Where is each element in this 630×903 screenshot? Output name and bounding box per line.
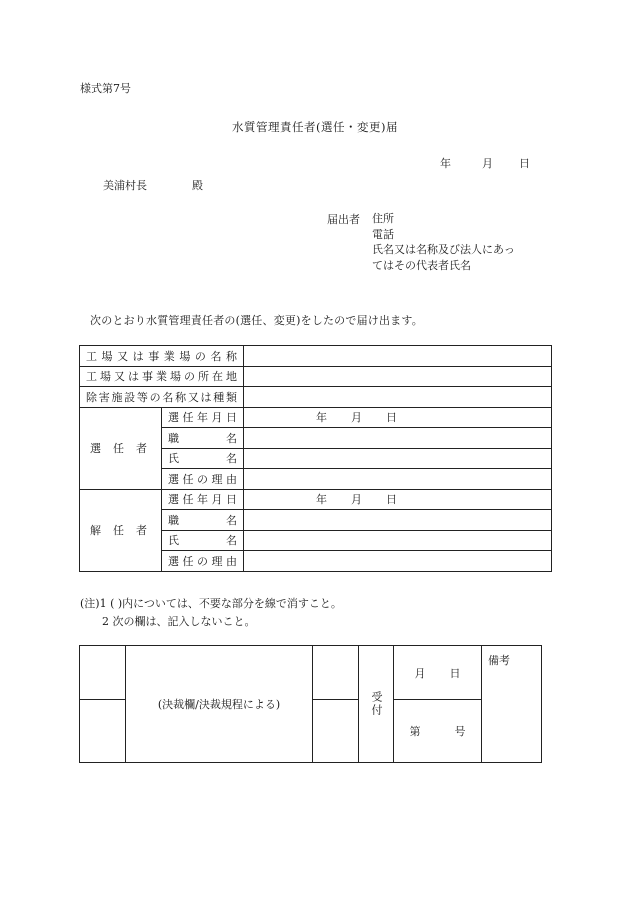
table-row (80, 489, 552, 510)
applicant-label: 届出者 (327, 213, 360, 226)
applicant-address: 住所 (372, 212, 394, 225)
table-row (80, 346, 552, 367)
appointee-group-label: 選任者 (80, 407, 162, 489)
received-number-cell (394, 700, 482, 763)
received-day: 日 (449, 666, 461, 680)
appointee-name-input[interactable] (244, 448, 552, 469)
dismissed-date-input[interactable] (244, 489, 552, 510)
approval-cell (313, 646, 359, 700)
dismissed-position-input[interactable] (244, 510, 552, 531)
form-number: 様式第7号 (80, 82, 131, 95)
appointee-date-day: 日 (386, 411, 397, 425)
appointee-position-label: 職名 (162, 428, 244, 449)
approval-label: (決裁欄/決裁規程による) (126, 646, 313, 763)
facility-name-input[interactable] (244, 387, 552, 408)
remarks-cell (482, 646, 542, 763)
notes (80, 595, 342, 631)
factory-name-input[interactable] (244, 346, 552, 367)
number-prefix: 第 (409, 725, 421, 738)
table-row (80, 407, 552, 428)
appointee-date-input[interactable] (244, 407, 552, 428)
appointee-reason-input[interactable] (244, 469, 552, 490)
factory-location-label: 工場又は事業場の所在地 (80, 366, 244, 387)
number-suffix: 号 (454, 725, 466, 738)
office-use-table (79, 645, 542, 763)
received-month: 月 (414, 666, 426, 680)
table-row (80, 646, 542, 700)
note-1: (注)1 ( )内については、不要な部分を線で消すこと。 (80, 597, 342, 610)
dismissed-reason-input[interactable] (244, 551, 552, 572)
addressee (103, 177, 203, 193)
applicant-name-2: てはその代表者氏名 (372, 258, 471, 272)
date-year: 年 (440, 157, 451, 170)
dismissed-position-label: 職名 (162, 510, 244, 531)
facility-name-label: 除害施設等の名称又は種類 (80, 387, 244, 408)
appointee-name-label: 氏名 (162, 448, 244, 469)
dismissed-date-year: 年 (316, 493, 327, 507)
approval-cell (313, 700, 359, 763)
page-title: 水質管理責任者(選任・変更)届 (232, 120, 398, 134)
remarks-label: 備考 (488, 654, 510, 667)
submission-date (440, 155, 530, 171)
dismissed-name-input[interactable] (244, 530, 552, 551)
addressee-name: 美浦村長 (103, 179, 147, 192)
appointee-reason-label: 選任の理由 (162, 469, 244, 490)
dismissed-group-label: 解任者 (80, 489, 162, 571)
dismissed-reason-label: 選任の理由 (162, 551, 244, 572)
received-date-cell (394, 646, 482, 700)
factory-location-input[interactable] (244, 366, 552, 387)
applicant-name-1: 氏名又は名称及び法人にあっ (372, 243, 515, 256)
dismissed-name-label: 氏名 (162, 530, 244, 551)
received-label: 受付 (370, 691, 383, 717)
appointee-date-month: 月 (351, 411, 362, 425)
approval-cell (80, 646, 126, 700)
main-form-table (79, 345, 552, 572)
dismissed-date-month: 月 (351, 493, 362, 507)
table-row (80, 366, 552, 387)
approval-cell (80, 700, 126, 763)
dismissed-date-day: 日 (386, 493, 397, 507)
date-day: 日 (519, 157, 530, 170)
table-row (80, 387, 552, 408)
factory-name-label: 工場又は事業場の名称 (80, 346, 244, 367)
intro-text: 次のとおり水質管理責任者の(選任、変更)をしたので届け出ます。 (90, 314, 423, 327)
applicant-phone: 電話 (372, 227, 394, 241)
appointee-date-year: 年 (316, 411, 327, 425)
dismissed-date-label: 選任年月日 (162, 489, 244, 510)
date-month: 月 (482, 157, 493, 170)
received-cell (359, 646, 394, 763)
appointee-date-label: 選任年月日 (162, 407, 244, 428)
addressee-suffix: 殿 (192, 179, 203, 192)
note-2: 2 次の欄は、記入しないこと。 (102, 615, 256, 628)
appointee-position-input[interactable] (244, 428, 552, 449)
applicant-details (372, 211, 515, 273)
